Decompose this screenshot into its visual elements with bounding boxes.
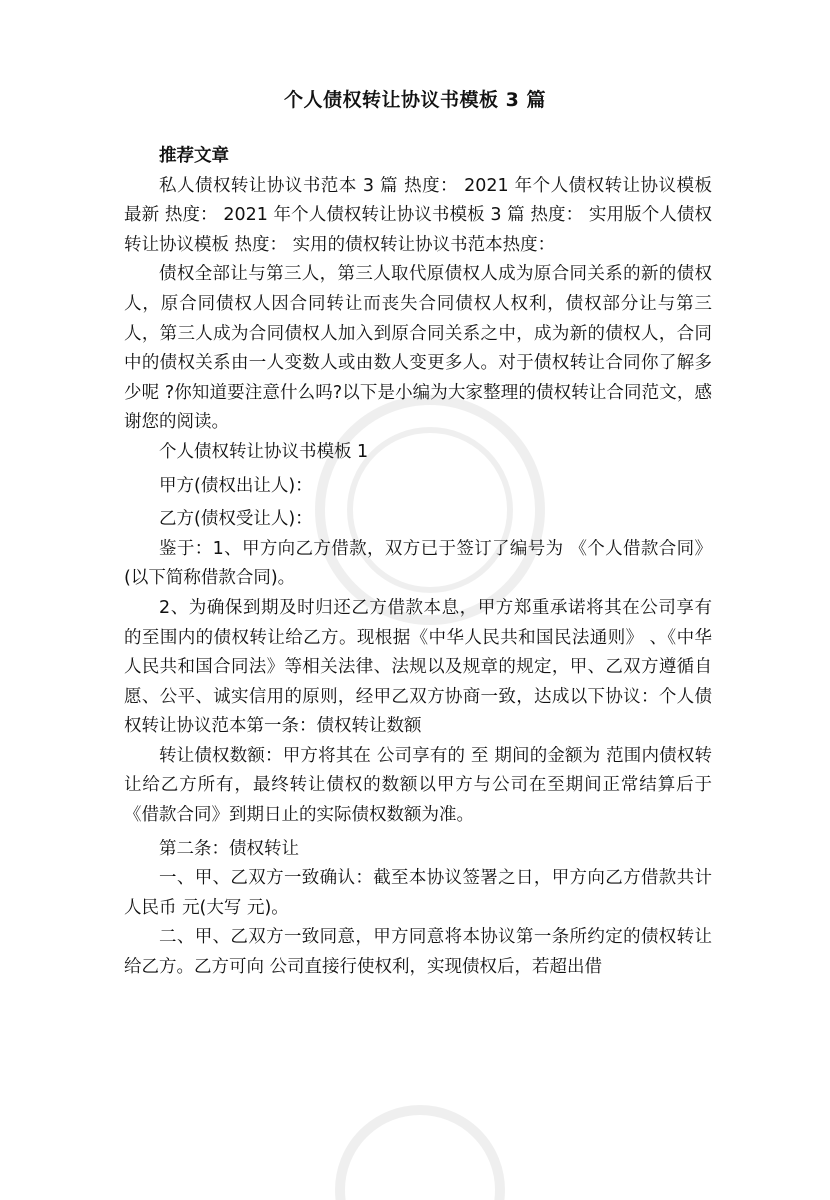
watermark-icon <box>330 1080 510 1200</box>
paragraph-party-b: 乙方(债权受让人)： <box>159 509 313 530</box>
paragraph-whereas: 鉴于：1、甲方向乙方借款，双方已于签订了编号为 《个人借款合同》(以下简称借款合同)。 <box>124 538 712 589</box>
paragraph-recommended-articles: 私人债权转让协议书范本 3 篇 热度： 2021 年个人债权转让协议模板最新 热度： 2021 年个人债权转让协议书模板 3 篇 热度： 实用版个人债权转让协议模板 热度： 实用的债权转让协议书范本热度： <box>124 175 712 255</box>
document-title: 个人债权转让协议书模板 3 篇 <box>284 89 546 111</box>
paragraph-article-2-item-2: 二、甲、乙双方一致同意，甲方同意将本协议第一条所约定的债权转让给乙方。乙方可向 公司直接行使权利，实现债权后，若超出借 <box>124 927 712 978</box>
paragraph-clause-2: 2、为确保到期及时归还乙方借款本息，甲方郑重承诺将其在公司享有的至围内的债权转让给乙方。现根据《中华人民共和国民法通则》 、《中华人民共和国合同法》等相关法律、法规以及规章的规定，甲、乙双方遵循自愿、公平、诚实信用的原则，经甲乙双方协商一致，达成以下协议：个人债权转让协议范本第一条：债权转让数额 <box>124 597 712 737</box>
section-heading-recommended: 推荐文章 <box>159 146 229 166</box>
paragraph-party-a: 甲方(债权出让人)： <box>159 475 313 496</box>
paragraph-transfer-amount: 转让债权数额：甲方将其在 公司享有的 至 期间的金额为 范围内债权转让给乙方所有，最终转让债权的数额以甲方与公司在至期间正常结算后于《借款合同》到期日止的实际债权数额为准。 <box>124 745 712 826</box>
paragraph-article-2-heading: 第二条：债权转让 <box>159 838 299 859</box>
document-body <box>124 142 712 983</box>
paragraph-article-2-item-1: 一、甲、乙双方一致确认：截至本协议签署之日，甲方向乙方借款共计人民币 元(大写 元)。 <box>124 868 712 918</box>
paragraph-template-heading: 个人债权转让协议书模板 1 <box>159 441 369 462</box>
paragraph-intro: 债权全部让与第三人，第三人取代原债权人成为原合同关系的新的债权人，原合同债权人因合同转让而丧失合同债权人权利，债权部分让与第三人，第三人成为合同债权人加入到原合同关系之中，成为新的债权人，合同中的债权关系由一人变数人或由数人变更多人。对于债权转让合同你了解多少呢 ?你知道要注意什么吗?以下是小编为大家整理的债权转让合同范文，感谢您的阅读。 <box>124 264 712 433</box>
